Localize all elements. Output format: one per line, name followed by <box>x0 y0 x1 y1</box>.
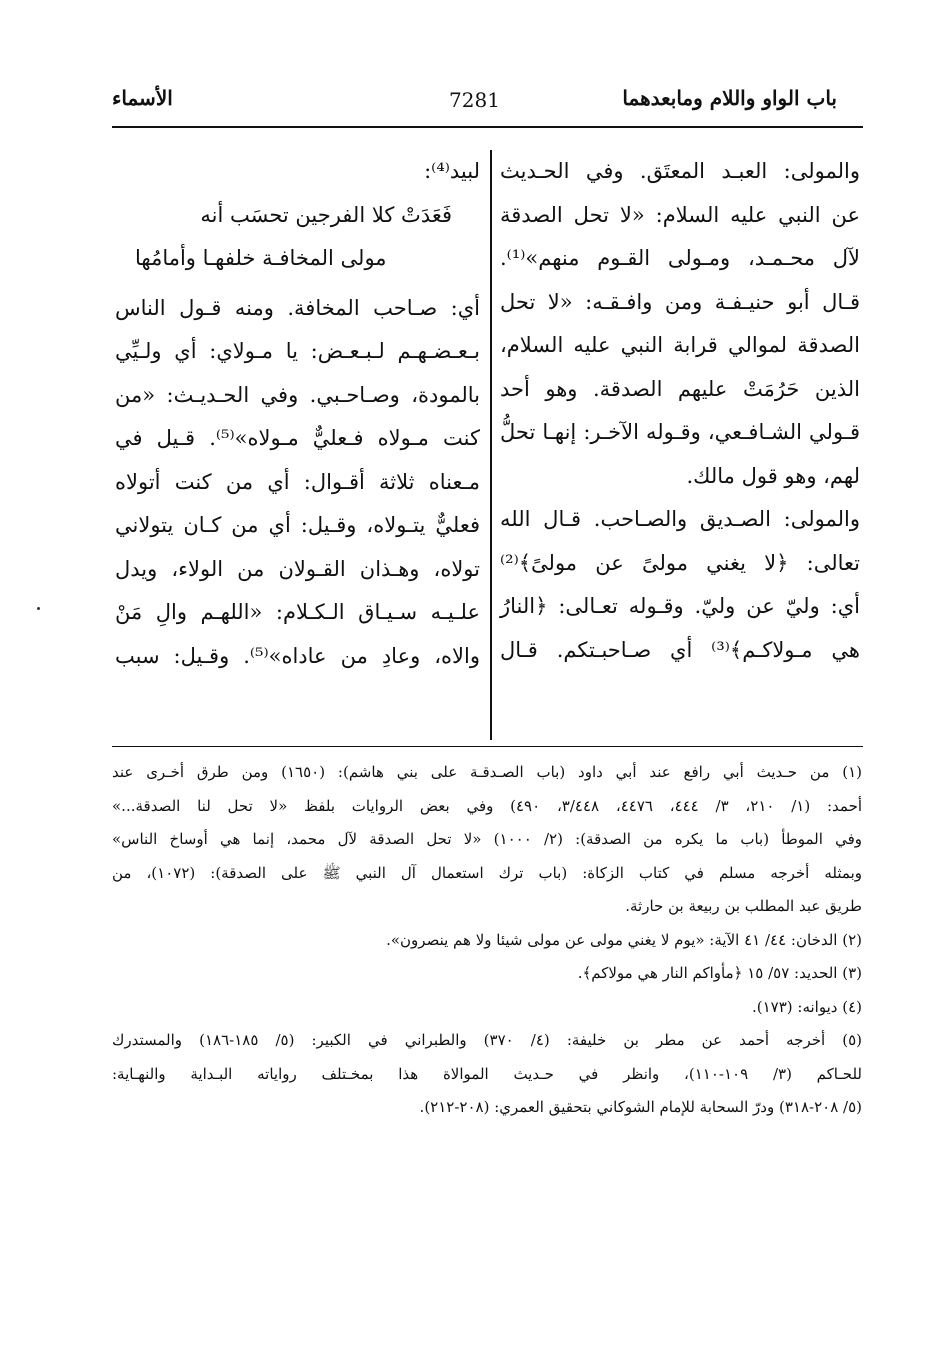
footnote-line: للحـاكم (٣/ ١٠٩-١١٠)، وانظر في حـديث الموالاة هذا بمخـتلف رواياته البـداية والنهـاية: <box>112 1064 862 1083</box>
footnotes <box>112 756 862 1125</box>
text-line: الذين حَرُمَتْ عليهم الصدقة. وهو أحد <box>500 376 860 401</box>
text-line: هي مـولاكـم﴾⁽³⁾ أي صـاحبـتكم. قـال <box>500 637 860 662</box>
verse-first-hemistich: فَعَدَتْ كلا الفرجين تحسَب أنه <box>200 202 452 227</box>
section-title: الأسماء <box>112 86 173 110</box>
text-line: والمولى: العبـد المعتَق. وفي الحـديث <box>500 159 860 183</box>
column-divider <box>490 150 492 740</box>
text-line: فعليٌّ يتـولاه، وقـيل: أي من كـان يتولاني <box>115 513 480 537</box>
footnote-line: (٥/ ٢٠٨-٣١٨) ودرّ السحابة للإمام الشوكاني بتحقيق العمري: (٢٠٨-٢١٢). <box>419 1098 862 1116</box>
footnote-line: (٤) ديوانه: (١٧٣). <box>751 997 862 1016</box>
footnote-line: وفي الموطأ (باب ما يكره من الصدقة): (٢/ ١٠٠٠) «لا تحل الصدقة لآل محمد، إنما هي أوساخ الناس» <box>112 830 863 848</box>
header-rule <box>112 126 863 128</box>
verse-second-hemistich: مولى المخافـة خلفهـا وأمامُها <box>135 246 387 270</box>
text-line: عن النبي عليه السلام: «لا تحل الصدقة <box>500 202 860 227</box>
text-line: قـال أبو حنيـفـة ومن وافـقـه: «لا تحل <box>500 289 860 314</box>
text-line: والاه، وعادِ من عاداه»⁽⁵⁾. وقـيل: سبب <box>115 643 480 668</box>
text-line: مـعناه ثلاثة أقـوال: أي من كنت أتولاه <box>115 469 480 494</box>
text-line: لآل محـمـد، ومـولى القـوم منهم»⁽¹⁾. <box>500 246 860 270</box>
footnote-line: (٣) الحديد: ٥٧/ ١٥ ﴿مأواكم النار هي مولاكم﴾. <box>577 964 862 982</box>
text-line: الصدقة لموالي قرابة النبي عليه السلام، <box>500 333 860 357</box>
footnote-line: وبمثله أخرجه مسلم في كتاب الزكاة: (باب ترك استعمال آل النبي ﷺ على الصدقة): (١٠٧٢)، من <box>112 863 862 882</box>
footnote-line: (١) من حـديث أبي رافع عند أبي داود (باب الصـدقـة على بني هاشم): (١٦٥٠) ومن طرق أخـرى عند <box>112 763 862 781</box>
text-line: لهم، وهو قول مالك. <box>686 463 860 488</box>
text-line: تولاه، وهـذان القـولان من الولاء، ويدل <box>115 556 480 581</box>
footnote-line: (٢) الدخان: ٤٤/ ٤١ الآية: «يوم لا يغني مولى عن مولى شيئا ولا هم ينصرون». <box>386 930 862 949</box>
text-line: أي: وليّ عن وليّ. وقـوله تعـالى: ﴿النارُ <box>500 594 860 618</box>
text-line: والمولى: الصـديق والصـاحب. قـال الله <box>500 507 860 531</box>
poet-intro: لبيد⁽⁴⁾: <box>424 159 480 183</box>
text-line: بـعـضـهـم لـبـعـض: يا مـولاي: أي ولـيِّي <box>115 339 480 363</box>
page-number: 7281 <box>449 88 500 112</box>
chapter-title: باب الواو واللام ومابعدهما <box>622 86 837 110</box>
text-line: قـولي الشـافـعي، وقـوله الآخـر: إنهـا تحلُّ <box>500 420 860 444</box>
right-column <box>500 150 860 672</box>
text-line: أي: صـاحب المخافة. ومنه قـول الناس <box>115 295 480 320</box>
footnote-line: طريق عبد المطلب بن ربيعة بن حارثة. <box>625 897 862 915</box>
text-line: بالمودة، وصـاحـبي. وفي الحـديـث: «من <box>115 382 480 407</box>
footnote-line: (٥) أخرجه أحمد عن مطر بن خليفة: (٤/ ٣٧٠) والطبراني في الكبير: (٥/ ١٨٥-١٨٦) والمستدرك <box>112 1031 863 1049</box>
scan-speck <box>37 607 40 610</box>
page-header <box>112 86 837 122</box>
text-line: علـيـه سـيـاق الـكـلام: «اللهـم والِ مَنْ <box>115 600 480 624</box>
footnote-rule <box>112 746 863 747</box>
left-column <box>115 150 480 678</box>
footnote-line: أحمد: (١/ ٢١٠، ٣/ ٤٤٤، ٤٤٧٦، ٣/٤٤٨، ٤٩٠) وفي بعض الروايات بلفظ «لا تحل لنا الصدقة...» <box>112 796 863 815</box>
text-line: تعالى: ﴿لا يغني مولىً عن مولىً﴾⁽²⁾ <box>500 550 860 575</box>
text-line: كنت مـولاه فـعليٌّ مـولاه»⁽⁵⁾. قـيل في <box>115 426 480 450</box>
